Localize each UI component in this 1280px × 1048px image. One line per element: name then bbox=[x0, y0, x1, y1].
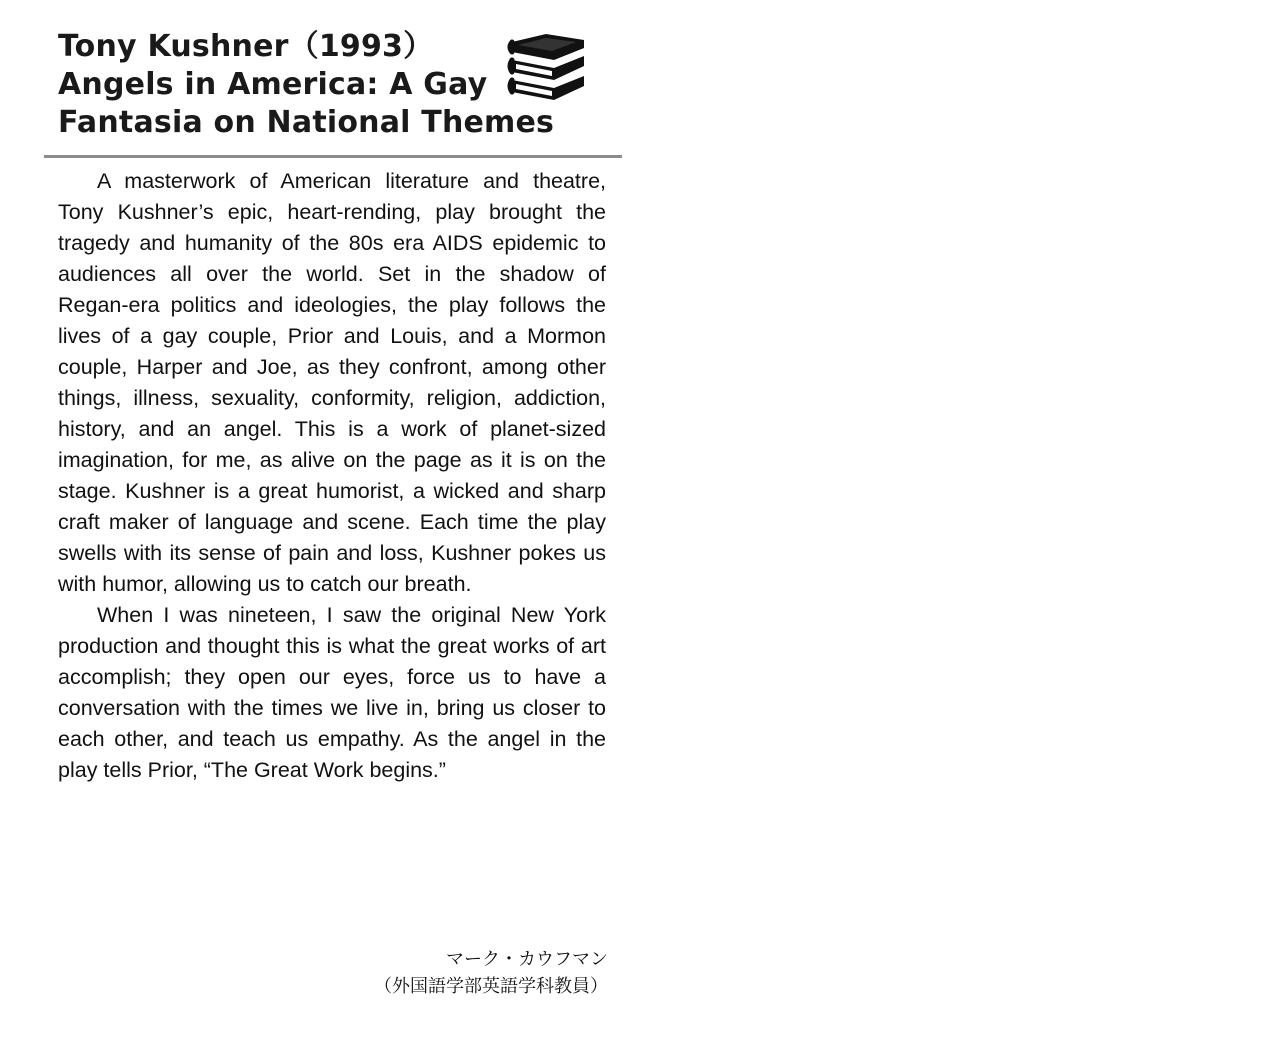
title-block bbox=[44, 28, 622, 145]
author-affiliation: （外国語学部英語学科教員） bbox=[374, 976, 608, 997]
title-divider bbox=[44, 155, 622, 158]
review-body bbox=[44, 166, 606, 786]
author-name: マーク・カウフマン bbox=[446, 949, 608, 970]
review-column bbox=[44, 28, 622, 786]
author-credit bbox=[374, 946, 608, 1000]
title-work-line-1: Angels in America: A Gay bbox=[58, 67, 488, 102]
title-work-line-2: Fantasia on National Themes bbox=[58, 105, 555, 140]
review-paragraph-1: A masterwork of American literature and theatre, Tony Kushner’s epic, heart-rending, play brought the tragedy and humanity of the 80s era AIDS epidemic to audiences all over the world. Set in the shadow of Regan-era politics and ideologies, the play follows the lives of a gay couple, Prior and Louis, and a Mormon couple, Harper and Joe, as they confront, among other things, illness, sexuality, conformity, religion, addiction, history, and an angel. This is a work of planet-sized imagination, for me, as alive on the page as it is on the stage. Kushner is a great humorist, a wicked and sharp craft maker of language and scene. Each time the play swells with its sense of pain and loss, Kushner pokes us with humor, allowing us to catch our breath. bbox=[58, 169, 606, 596]
review-paragraph-2: When I was nineteen, I saw the original New York production and thought this is what the great works of art accomplish; they open our eyes, force us to have a conversation with the times we live in, bring us closer to each other, and teach us empathy. As the angel in the play tells Prior, “The Great Work begins.” bbox=[58, 603, 606, 782]
title-author-year: Tony Kushner（1993） bbox=[58, 29, 434, 64]
books-stack-icon bbox=[506, 30, 588, 108]
